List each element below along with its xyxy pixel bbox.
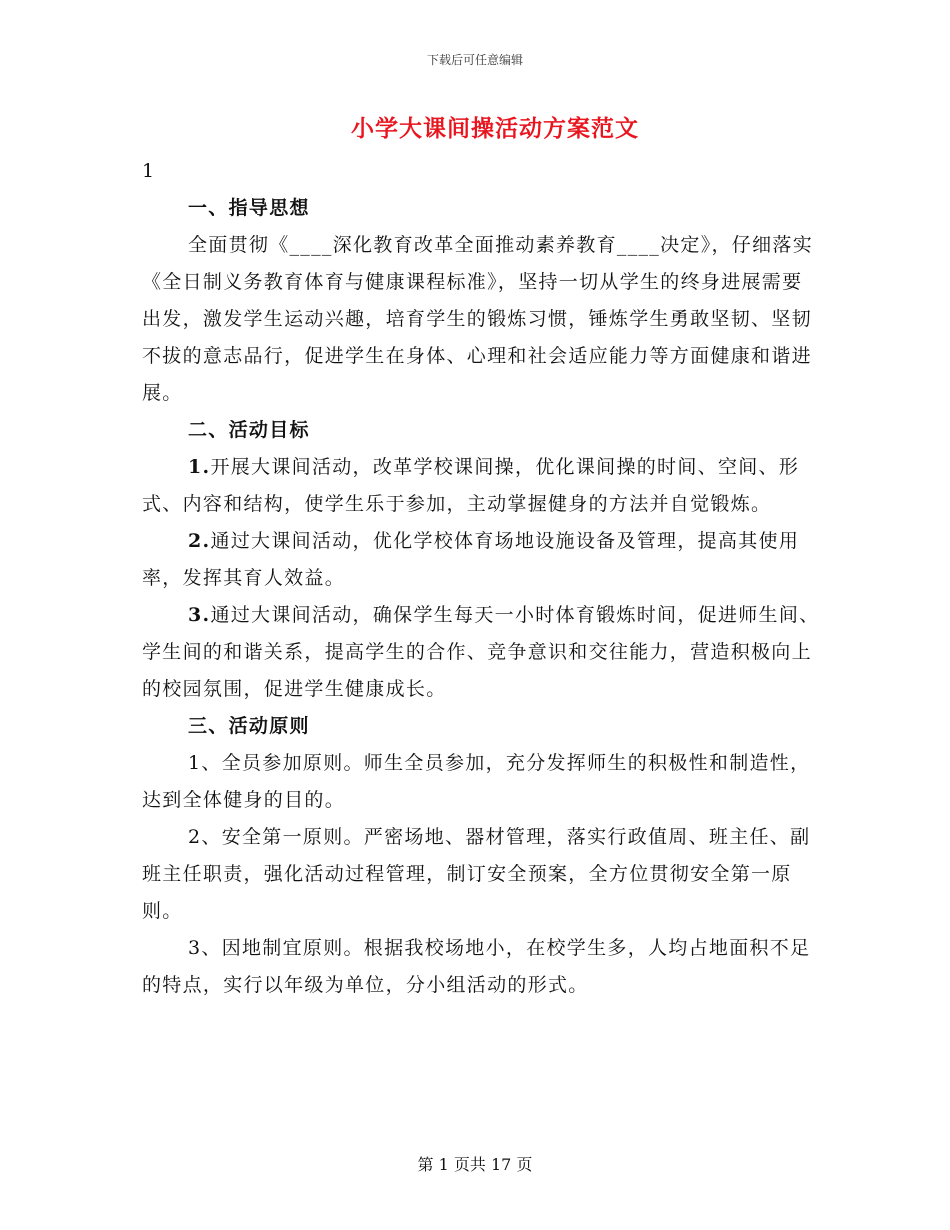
goal-item-number: 2. — [188, 530, 211, 552]
goal-item-number: 3. — [188, 604, 211, 626]
document-title: 小学大课间操活动方案范文 — [351, 115, 639, 142]
section-heading-activity-goals: 二、活动目标 — [188, 419, 310, 441]
page-footer-number: 第 1 页共 17 页 — [417, 1155, 533, 1174]
principle-paragraph: 2、安全第一原则。严密场地、器材管理，落实行政值周、班主任、副班主任职责，强化活动过程管理，制订安全预案，全方位贯彻安全第一原则。 — [142, 826, 811, 922]
goal-item — [142, 449, 822, 523]
goal-item-text: 通过大课间活动，确保学生每天一小时体育锻炼时间，促进师生间、学生间的和谐关系，提高学生的合作、竞争意识和交往能力，营造积极向上的校园氛围，促进学生健康成长。 — [142, 604, 820, 700]
goal-item — [142, 523, 822, 597]
section-number: 1 — [142, 160, 156, 182]
principle-paragraph: 3、因地制宜原则。根据我校场地小，在校学生多，人均占地面积不足的特点，实行以年级为单位，分小组活动的形式。 — [142, 937, 811, 996]
goal-item-text: 开展大课间活动，改革学校课间操，优化课间操的时间、空间、形式、内容和结构，使学生乐于参加，主动掌握健身的方法并自觉锻炼。 — [142, 456, 800, 515]
document-body — [142, 152, 822, 1004]
paragraph: 全面贯彻《____深化教育改革全面推动素养教育____决定》，仔细落实《全日制义务教育体育与健康课程标准》，坚持一切从学生的终身进展需要出发，激发学生运动兴趣，培育学生的锻炼习惯，锤炼学生勇敢坚韧、坚韧不拔的意志品行，促进学生在身体、心理和社会适应能力等方面健康和谐进展。 — [142, 234, 814, 404]
page-header-note: 下载后可任意编辑 — [426, 53, 523, 67]
goal-item — [142, 597, 822, 708]
goal-item-number: 1. — [188, 456, 211, 478]
section-heading-guiding-thought: 一、指导思想 — [188, 197, 310, 219]
section-heading-activity-principles: 三、活动原则 — [188, 715, 310, 737]
principle-paragraph: 1、全员参加原则。师生全员参加，充分发挥师生的积极性和制造性，达到全体健身的目的。 — [142, 752, 811, 811]
goal-item-text: 通过大课间活动，优化学校体育场地设施设备及管理，提高其使用率，发挥其育人效益。 — [142, 530, 800, 589]
